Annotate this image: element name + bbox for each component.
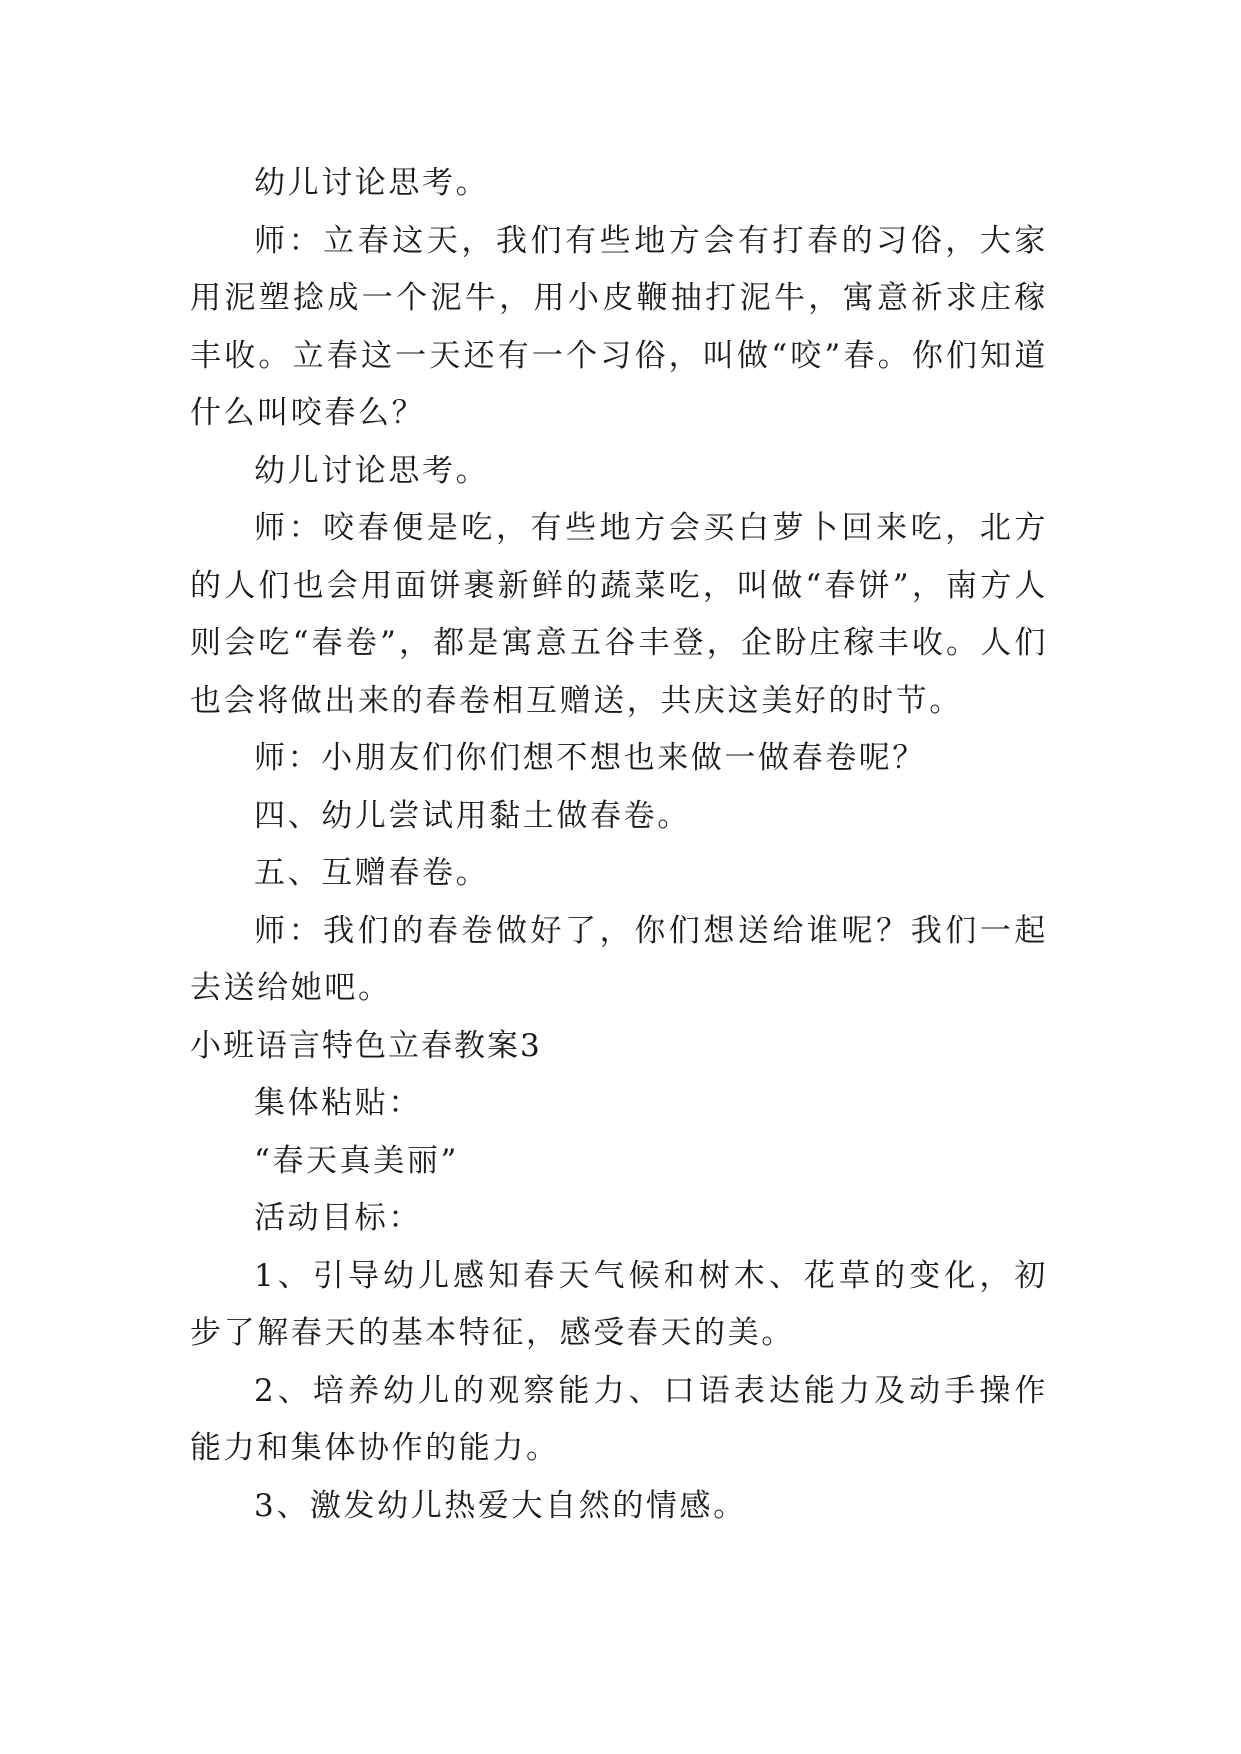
paragraph: 师：小朋友们你们想不想也来做一做春卷呢？ [254, 740, 926, 776]
paragraph: 2、培养幼儿的观察能力、口语表达能力及动手操作能力和集体协作的能力。 [190, 1372, 1048, 1466]
paragraph: 集体粘贴： [254, 1085, 422, 1121]
paragraph: 1、引导幼儿感知春天气候和树木、花草的变化，初步了解春天的基本特征，感受春天的美。 [190, 1257, 1048, 1351]
paragraph: 幼儿讨论思考。 [254, 165, 490, 201]
paragraph: 四、幼儿尝试用黏土做春卷。 [254, 797, 691, 834]
document-body [190, 155, 1048, 1535]
section-heading: 小班语言特色立春教案3 [190, 1027, 542, 1064]
paragraph: 师：咬春便是吃，有些地方会买白萝卜回来吃，北方的人们也会用面饼裹新鲜的蔬菜吃，叫做“春饼”，南方人则会吃“春卷”，都是寓意五谷丰登，企盼庄稼丰收。人们也会将做出来的春卷相互赠送，共庆这美好的时节。 [190, 510, 1048, 719]
paragraph: 3、激发幼儿热爱大自然的情感。 [254, 1487, 747, 1524]
paragraph: 活动目标： [254, 1200, 422, 1236]
paragraph: 师：我们的春卷做好了，你们想送给谁呢？我们一起去送给她吧。 [190, 912, 1048, 1006]
paragraph: 幼儿讨论思考。 [254, 452, 490, 489]
paragraph: 五、互赠春卷。 [254, 855, 490, 891]
paragraph: “春天真美丽” [254, 1142, 459, 1179]
paragraph: 师：立春这天，我们有些地方会有打春的习俗，大家用泥塑捻成一个泥牛，用小皮鞭抽打泥牛，寓意祈求庄稼丰收。立春这一天还有一个习俗，叫做“咬”春。你们知道什么叫咬春么？ [190, 222, 1048, 431]
